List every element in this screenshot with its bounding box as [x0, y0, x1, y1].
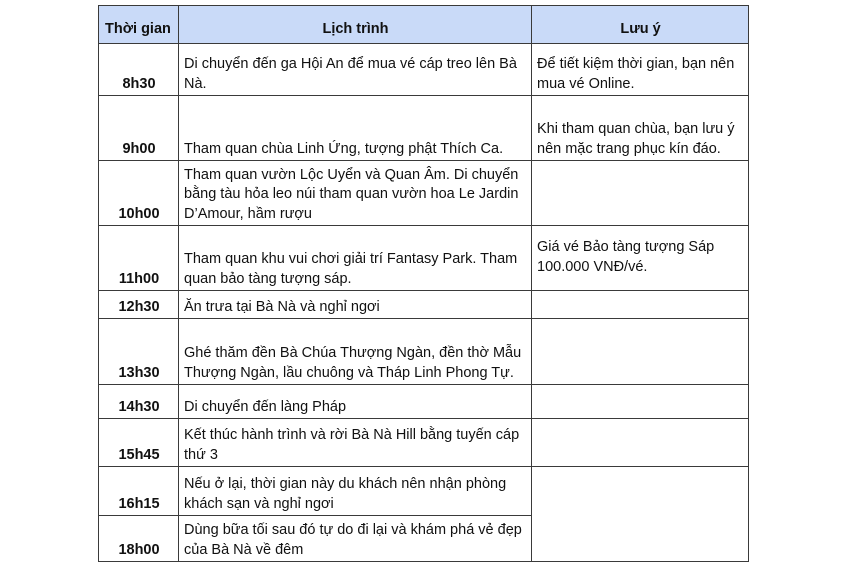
plan-cell: Ăn trưa tại Bà Nà và nghỉ ngơi [179, 291, 532, 319]
table-row [99, 467, 749, 516]
header-row [99, 6, 749, 44]
note-cell: Khi tham quan chùa, bạn lưu ý nên mặc trang phục kín đáo. [532, 96, 749, 161]
plan-cell: Di chuyển đến ga Hội An để mua vé cáp treo lên Bà Nà. [179, 44, 532, 96]
plan-cell: Di chuyển đến làng Pháp [179, 385, 532, 419]
time-cell: 11h00 [99, 226, 179, 291]
table-row [99, 226, 749, 291]
schedule-table [98, 5, 749, 562]
time-cell: 10h00 [99, 161, 179, 226]
header-time: Thời gian [99, 6, 179, 44]
header-plan: Lịch trình [179, 6, 532, 44]
note-cell [532, 419, 749, 467]
note-cell: Giá vé Bảo tàng tượng Sáp 100.000 VNĐ/vé. [532, 226, 749, 291]
table-row [99, 419, 749, 467]
plan-cell: Ghé thăm đền Bà Chúa Thượng Ngàn, đền thờ Mẫu Thượng Ngàn, lầu chuông và Tháp Linh Phong Tự. [179, 319, 532, 385]
time-cell: 18h00 [99, 516, 179, 562]
time-cell: 9h00 [99, 96, 179, 161]
plan-cell: Tham quan chùa Linh Ứng, tượng phật Thích Ca. [179, 96, 532, 161]
table-row [99, 44, 749, 96]
header-note: Lưu ý [532, 6, 749, 44]
note-cell [532, 385, 749, 419]
time-cell: 16h15 [99, 467, 179, 516]
note-cell [532, 291, 749, 319]
plan-cell: Dùng bữa tối sau đó tự do đi lại và khám phá vẻ đẹp của Bà Nà về đêm [179, 516, 532, 562]
table-row [99, 96, 749, 161]
note-cell [532, 319, 749, 385]
note-cell-merged [532, 467, 749, 562]
table-row [99, 319, 749, 385]
plan-cell: Tham quan vườn Lộc Uyển và Quan Âm. Di chuyển bằng tàu hỏa leo núi tham quan vườn hoa Le Jardin D’Amour, hầm rượu [179, 161, 532, 226]
plan-cell: Kết thúc hành trình và rời Bà Nà Hill bằng tuyến cáp thứ 3 [179, 419, 532, 467]
table-row [99, 161, 749, 226]
table-row [99, 291, 749, 319]
table-row [99, 385, 749, 419]
time-cell: 13h30 [99, 319, 179, 385]
time-cell: 12h30 [99, 291, 179, 319]
note-cell [532, 161, 749, 226]
time-cell: 14h30 [99, 385, 179, 419]
time-cell: 15h45 [99, 419, 179, 467]
plan-cell: Nếu ở lại, thời gian này du khách nên nhận phòng khách sạn và nghỉ ngơi [179, 467, 532, 516]
time-cell: 8h30 [99, 44, 179, 96]
plan-cell: Tham quan khu vui chơi giải trí Fantasy Park. Tham quan bảo tàng tượng sáp. [179, 226, 532, 291]
note-cell: Để tiết kiệm thời gian, bạn nên mua vé Online. [532, 44, 749, 96]
